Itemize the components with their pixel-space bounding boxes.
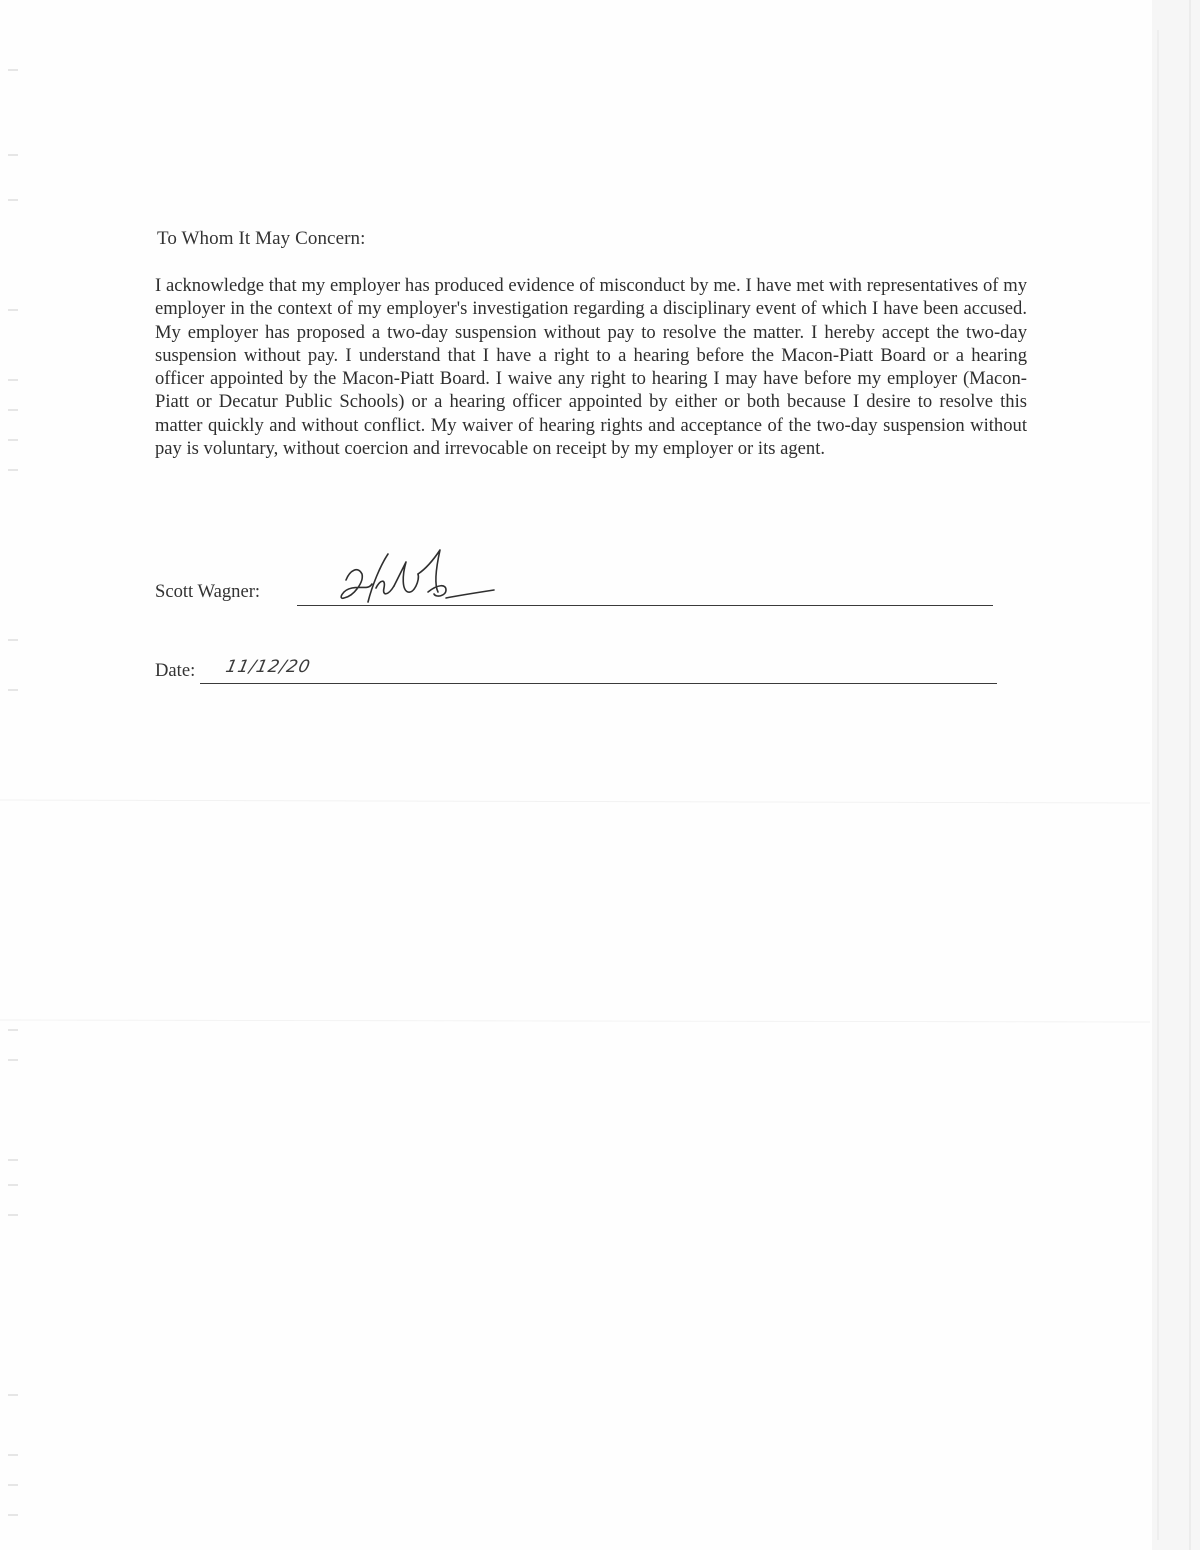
date-line	[200, 683, 997, 684]
letter-body: I acknowledge that my employer has produced evidence of misconduct by me. I have met with representatives of my employer in the context of my employer's investigation regarding a disciplinary event of which I have been accused. My employer has proposed a two-day suspension without pay to resolve the matter. I hereby accept the two-day suspension without pay. I understand that I have a right to a hearing before the Macon-Piatt Board or a hearing officer appointed by the Macon-Piatt Board. I waive any right to hearing I may have before my employer (Macon-Piatt or Decatur Public Schools) or a hearing officer appointed by either or both because I desire to resolve this matter quickly and without conflict. My waiver of hearing rights and acceptance of the two-day suspension without pay is voluntary, without coercion and irrevocable on receipt by my employer or its agent.	[155, 275, 1027, 460]
scan-margin-marks	[0, 0, 40, 1550]
signature-line	[297, 605, 993, 606]
salutation: To Whom It May Concern:	[157, 228, 366, 249]
signature-label: Scott Wagner:	[155, 581, 261, 602]
date-label: Date:	[155, 660, 196, 681]
handwritten-signature-icon	[328, 540, 508, 615]
date-value: 11/12/20	[223, 657, 313, 677]
